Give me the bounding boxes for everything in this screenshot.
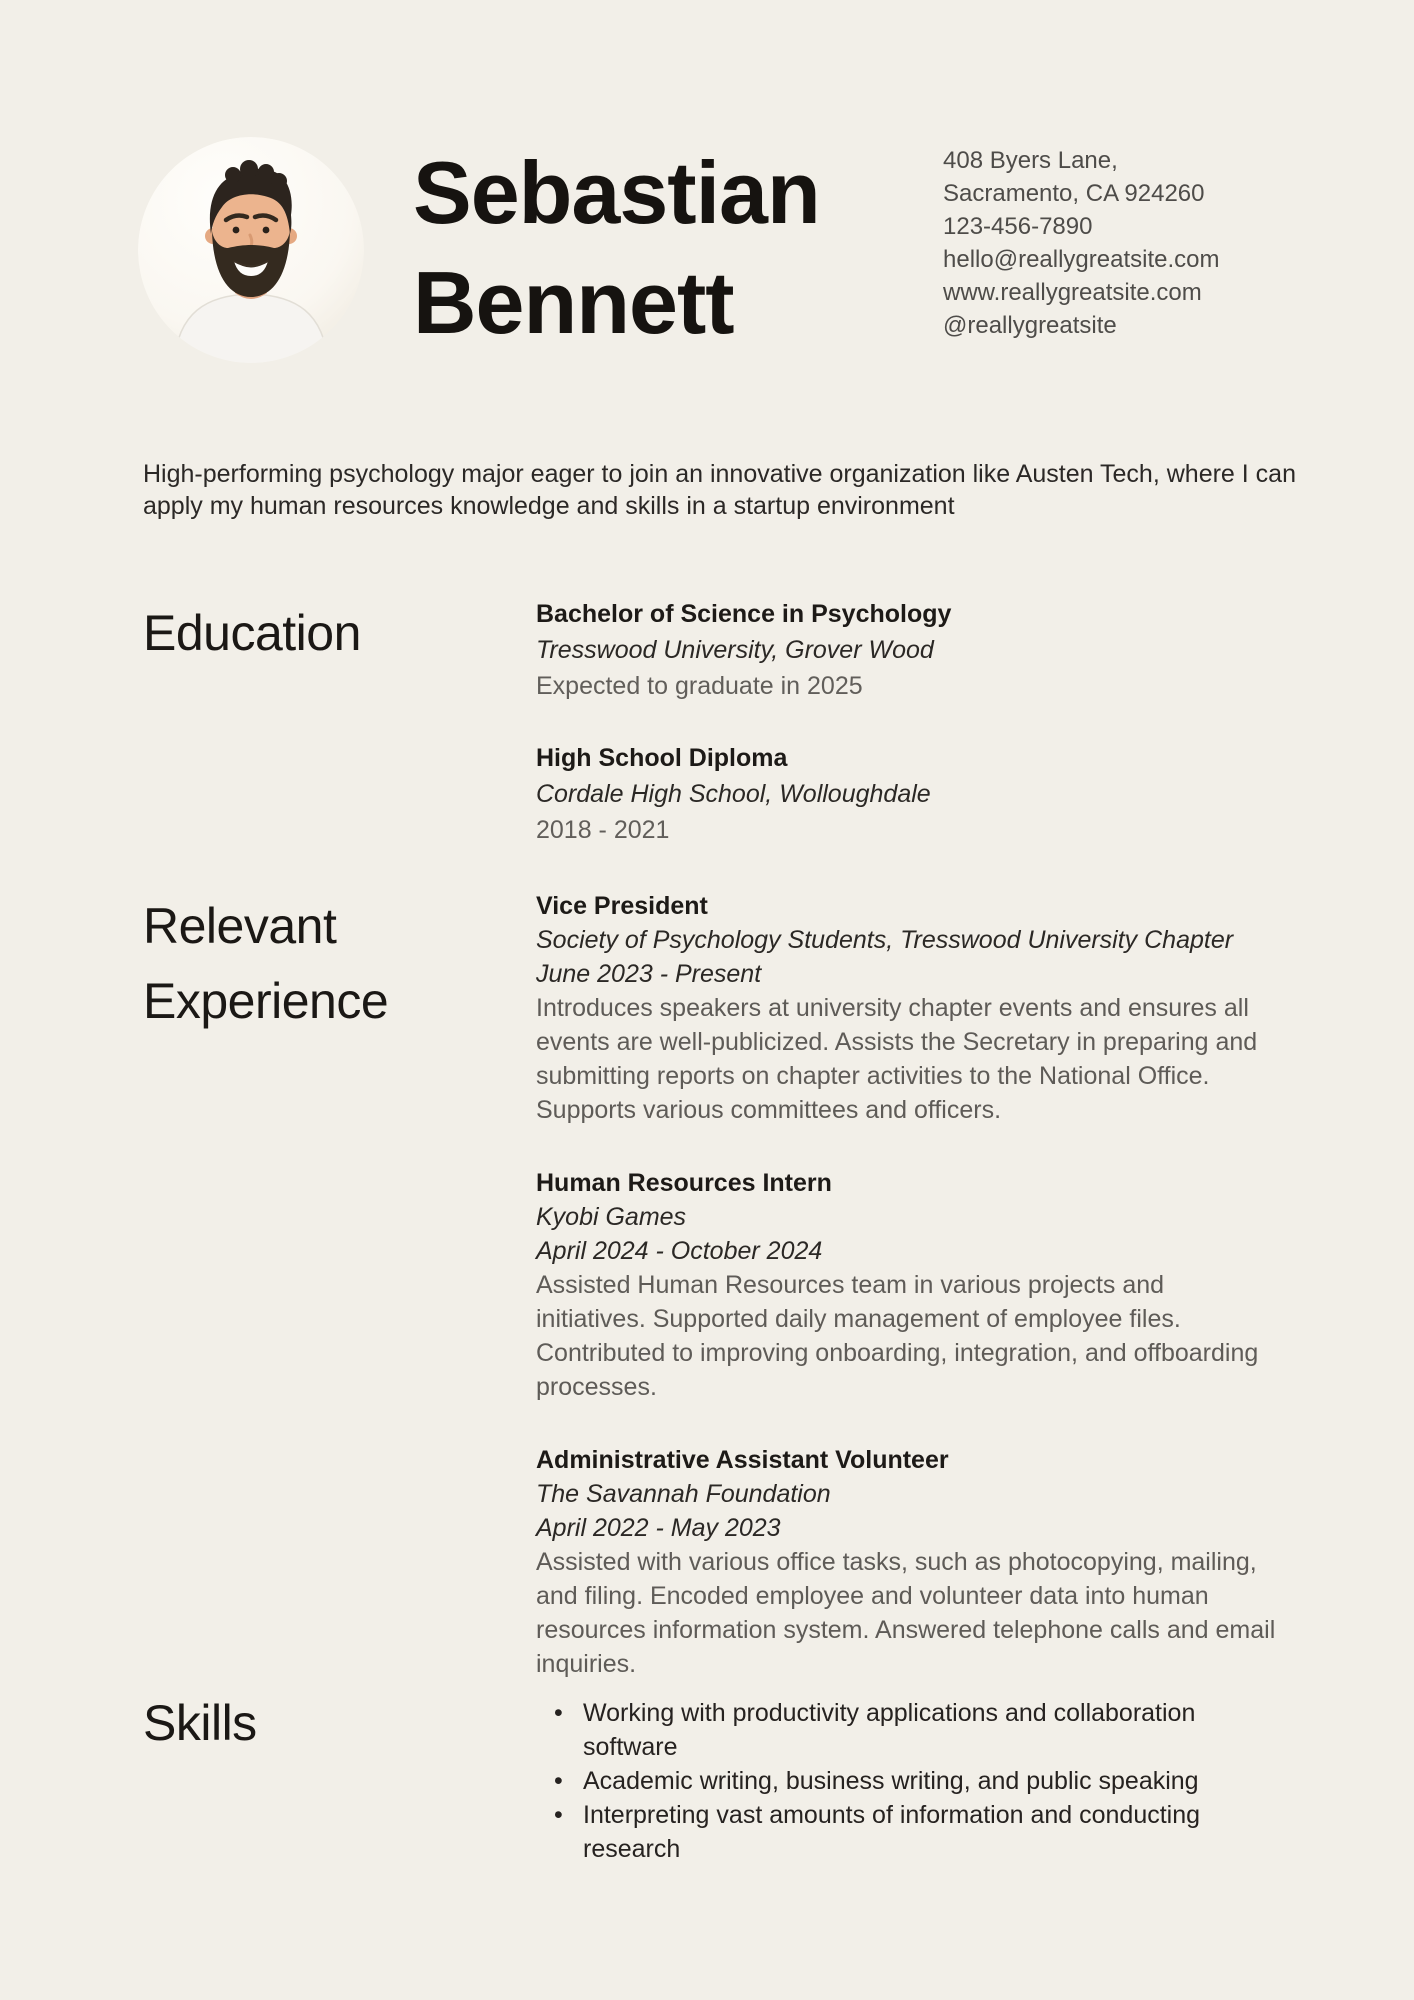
skill-item: • Interpreting vast amounts of information and conducting research (536, 1798, 1276, 1866)
profile-photo-illustration (138, 137, 364, 363)
degree-title: Bachelor of Science in Psychology (536, 600, 952, 628)
skills-content (536, 1686, 1276, 1866)
contact-social-handle: @reallygreatsite (943, 312, 1117, 339)
job-dates: April 2024 - October 2024 (536, 1237, 823, 1265)
candidate-first-name: Sebastian (413, 143, 820, 242)
profile-photo (138, 137, 364, 363)
experience-entry (536, 1443, 1276, 1681)
education-entry (536, 740, 1276, 848)
contact-address-line1: 408 Byers Lane, (943, 147, 1118, 174)
job-description: Assisted with various office tasks, such as photocopying, mailing, and filing. Encoded employee and volunteer data into human resources information system. Answered telephone calls and email inquiries. (536, 1548, 1276, 1678)
candidate-name (413, 138, 820, 358)
education-entry (536, 596, 1276, 704)
candidate-last-name: Bennett (413, 253, 734, 352)
job-title: Administrative Assistant Volunteer (536, 1446, 949, 1474)
experience-entry (536, 889, 1276, 1127)
organization-name: Kyobi Games (536, 1203, 687, 1231)
education-dates: Expected to graduate in 2025 (536, 672, 863, 700)
profile-summary: High-performing psychology major eager to join an innovative organization like Austen Tech, where I can apply my human resources knowledge and skills in a startup environment (143, 460, 1296, 520)
job-dates: June 2023 - Present (536, 960, 762, 988)
contact-website: www.reallygreatsite.com (943, 279, 1202, 306)
degree-title: High School Diploma (536, 744, 788, 772)
education-content (536, 596, 1276, 848)
skill-item: • Academic writing, business writing, and public speaking (536, 1764, 1276, 1798)
contact-email: hello@reallygreatsite.com (943, 246, 1220, 273)
job-title: Human Resources Intern (536, 1169, 832, 1197)
job-description: Introduces speakers at university chapter events and ensures all events are well-publicized. Assists the Secretary in preparing and submitting reports on chapter activities to the National Office. Supports various committees and officers. (536, 994, 1258, 1124)
education-heading: Education (143, 605, 361, 661)
experience-content (536, 889, 1276, 1681)
contact-phone: 123-456-7890 (943, 213, 1093, 240)
school-name: Tresswood University, Grover Wood (536, 636, 934, 664)
school-name: Cordale High School, Wolloughdale (536, 780, 931, 808)
skills-heading: Skills (143, 1695, 257, 1751)
organization-name: The Savannah Foundation (536, 1480, 831, 1508)
experience-entry (536, 1166, 1276, 1404)
job-title: Vice President (536, 892, 708, 920)
contact-block (943, 144, 1219, 342)
contact-address-line2: Sacramento, CA 924260 (943, 180, 1205, 207)
organization-name: Society of Psychology Students, Tresswood University Chapter (536, 926, 1234, 954)
job-dates: April 2022 - May 2023 (536, 1514, 781, 1542)
experience-heading: Relevant Experience (143, 898, 389, 1029)
job-description: Assisted Human Resources team in various projects and initiatives. Supported daily management of employee files. Contributed to improving onboarding, integration, and offboarding processes. (536, 1271, 1259, 1401)
skills-list (536, 1696, 1276, 1866)
skill-item: • Working with productivity applications and collaboration software (536, 1696, 1276, 1764)
education-dates: 2018 - 2021 (536, 816, 670, 844)
